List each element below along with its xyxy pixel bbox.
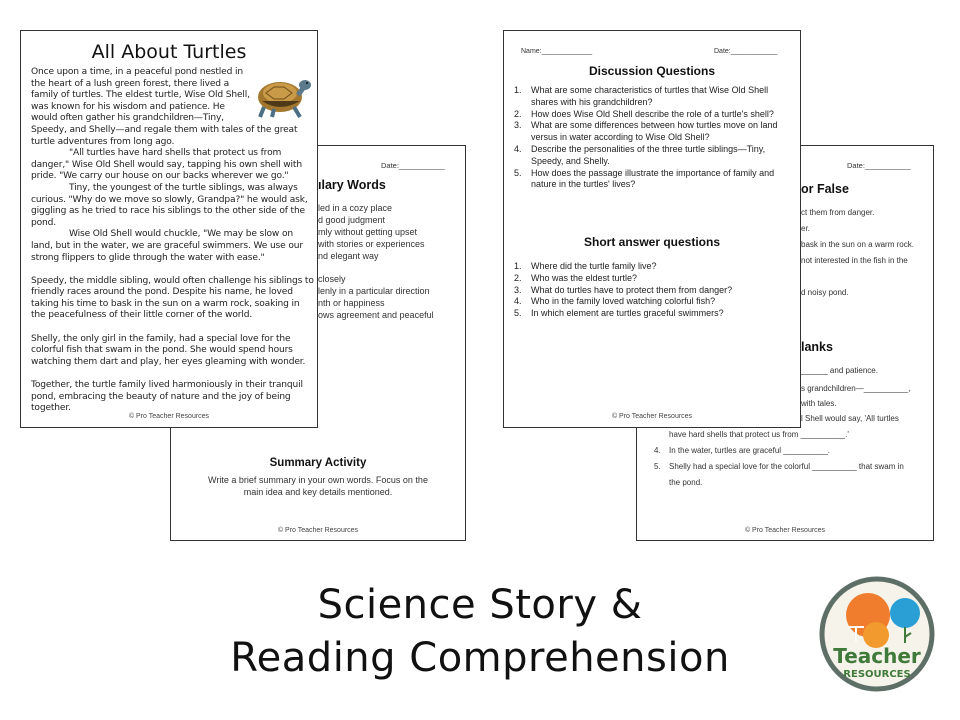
tf-line: er. [801,224,810,233]
story-body [31,67,316,426]
question-number: 1. [514,85,522,95]
vocab-line: nth or happiness [318,298,385,308]
short-question [514,285,794,297]
tf-line: d noisy pond. [801,288,849,297]
story-paragraph: Shelly, the only girl in the family, had a special love for the colorful fish that swam in the pond. She would spend hours watching them dart and play, her eyes gleaming with wonder. [31,333,306,367]
story-page [20,30,318,428]
banner-title-line-1: Science Story & [317,582,643,628]
question-text: What are some characteristics of turtles that Wise Old Shell shares with his grandchildren? [531,85,769,107]
tf-line: not interested in the fish in the [801,256,908,265]
vocab-line: mly without getting upset [318,227,418,237]
blank-line: have hard shells that protect us from __________.' [669,430,849,439]
summary-title: Summary Activity [269,457,367,469]
discussion-question [514,85,794,109]
story-paragraph: Tiny, the youngest of the turtle siblings, was always curious. "Why do we move so slowly, Grandpa?" he would ask, giggling as he tried to race his siblings to the other side of the pond. [31,182,308,228]
vocab-line: with stories or experiences [318,239,425,249]
discussion-questions-page [503,30,801,428]
page-footer: © Pro Teacher Resources [128,413,210,420]
vocab-line: d good judgment [318,215,386,225]
question-number: 1. [514,261,522,271]
discussion-question [514,120,794,144]
question-text: Who in the family loved watching colorful fish? [531,296,716,307]
page-footer: © Pro Teacher Resources [744,527,826,534]
question-number: 4. [514,296,522,307]
turtle-illustration-icon [254,69,316,121]
short-question [514,273,794,285]
vocab-line: led in a cozy place [318,203,393,213]
question-text: Where did the turtle family live? [531,261,657,271]
question-number: 4. [514,143,522,154]
date-label: Date:____________ [714,48,778,55]
blank-line: ______ and patience. [801,366,878,375]
vocab-line: ows agreement and peaceful [318,310,434,320]
discussion-questions-list [514,85,794,191]
short-answer-list [514,261,794,320]
tf-line: ct them from danger. [801,208,875,217]
blank-line: with tales. [801,399,837,408]
story-paragraph: "All turtles have hard shells that protect us from danger," Wise Old Shell would say, tapping his own shell with pride. "We carry our house on our backs wherever we go." [31,148,302,182]
summary-text: Write a brief summary in your own words. Focus on the main idea and key details mentioned. [208,475,428,497]
question-text: What do turtles have to protect them from danger? [531,284,733,295]
teacher-resources-logo [818,575,936,693]
banner-title-line-2: Reading Comprehension [230,635,730,681]
blank-item-number: 4. [654,446,661,455]
question-text: What are some differences between how turtles move on land versus in water according to Wise Old Shell? [531,120,778,143]
discussion-question [514,168,794,192]
blank-item-continuation: the pond. [669,478,703,487]
date-label: Date:___________ [381,161,445,170]
discussion-title: Discussion Questions [588,64,716,78]
blank-item: Shelly had a special love for the colorful __________ that swam in [669,462,904,471]
question-text: How does the passage illustrate the importance of family and nature in the turtles' lives? [531,167,775,190]
short-answer-title: Short answer questions [583,235,721,249]
question-number: 3. [514,120,522,131]
story-paragraph: Wise Old Shell would chuckle, "We may be slow on land, but in the water, we are graceful swimmers. We use our strong flippers to glide through the water with ease." [31,229,303,263]
question-text: Describe the personalities of the three turtle siblings—Tiny, Speedy, and Shelly. [531,143,766,166]
question-number: 2. [514,272,522,283]
vocab-line: nd elegant way [318,251,379,261]
short-question [514,296,794,308]
question-text: In which element are turtles graceful swimmers? [531,308,724,319]
question-number: 2. [514,108,522,119]
tf-line: bask in the sun on a warm rock. [801,240,914,249]
true-false-title: or False [801,182,849,196]
question-number: 5. [514,308,522,319]
page-footer: © Pro Teacher Resources [611,413,693,420]
story-paragraph: Together, the turtle family lived harmoniously in their tranquil pond, embracing the beauty of nature and the joy of being together. [31,380,303,414]
question-number: 3. [514,284,522,295]
blank-item-number: 5. [654,462,661,471]
blank-item: In the water, turtles are graceful __________. [669,446,830,455]
fill-blanks-title: lanks [801,340,833,354]
discussion-question [514,144,794,168]
blank-line: s grandchildren—__________, [801,384,911,393]
question-text: Who was the eldest turtle? [531,272,638,283]
story-paragraph: Once upon a time, in a peaceful pond nestled in the heart of a lush green forest, there lived a family of turtles. The eldest turtle, Wise Old Shell, was known for his wisdom and patience. He would often gather his grandchildren—Tiny, Speedy, and Shelly—and regale them with tales of the great turtle adventures from long ago. [31,67,298,147]
page-footer: © Pro Teacher Resources [277,527,359,534]
date-label: Date:___________ [847,161,911,170]
vocab-line: closely [318,274,346,284]
logo-word-teacher: Teacher [833,644,921,668]
logo-word-resources: RESOURCES [843,669,911,680]
vocabulary-title: ılary Words [318,178,386,192]
question-number: 5. [514,167,522,178]
name-label: Name:_____________ [521,48,593,55]
discussion-question [514,109,794,121]
story-paragraph: Speedy, the middle sibling, would often challenge his siblings to friendly races around the pond. Despite his name, he loved taking his time to bask in the sun on a warm rock, soaking in the peacefulness of their little corner of the world. [31,275,314,321]
short-question [514,308,794,320]
blank-line: l Shell would say, 'All turtles [801,414,899,423]
short-question [514,261,794,273]
question-text: How does Wise Old Shell describe the role of a turtle's shell? [531,108,774,119]
vocab-line: lenly in a particular direction [318,286,430,296]
story-title: All About Turtles [91,41,247,63]
